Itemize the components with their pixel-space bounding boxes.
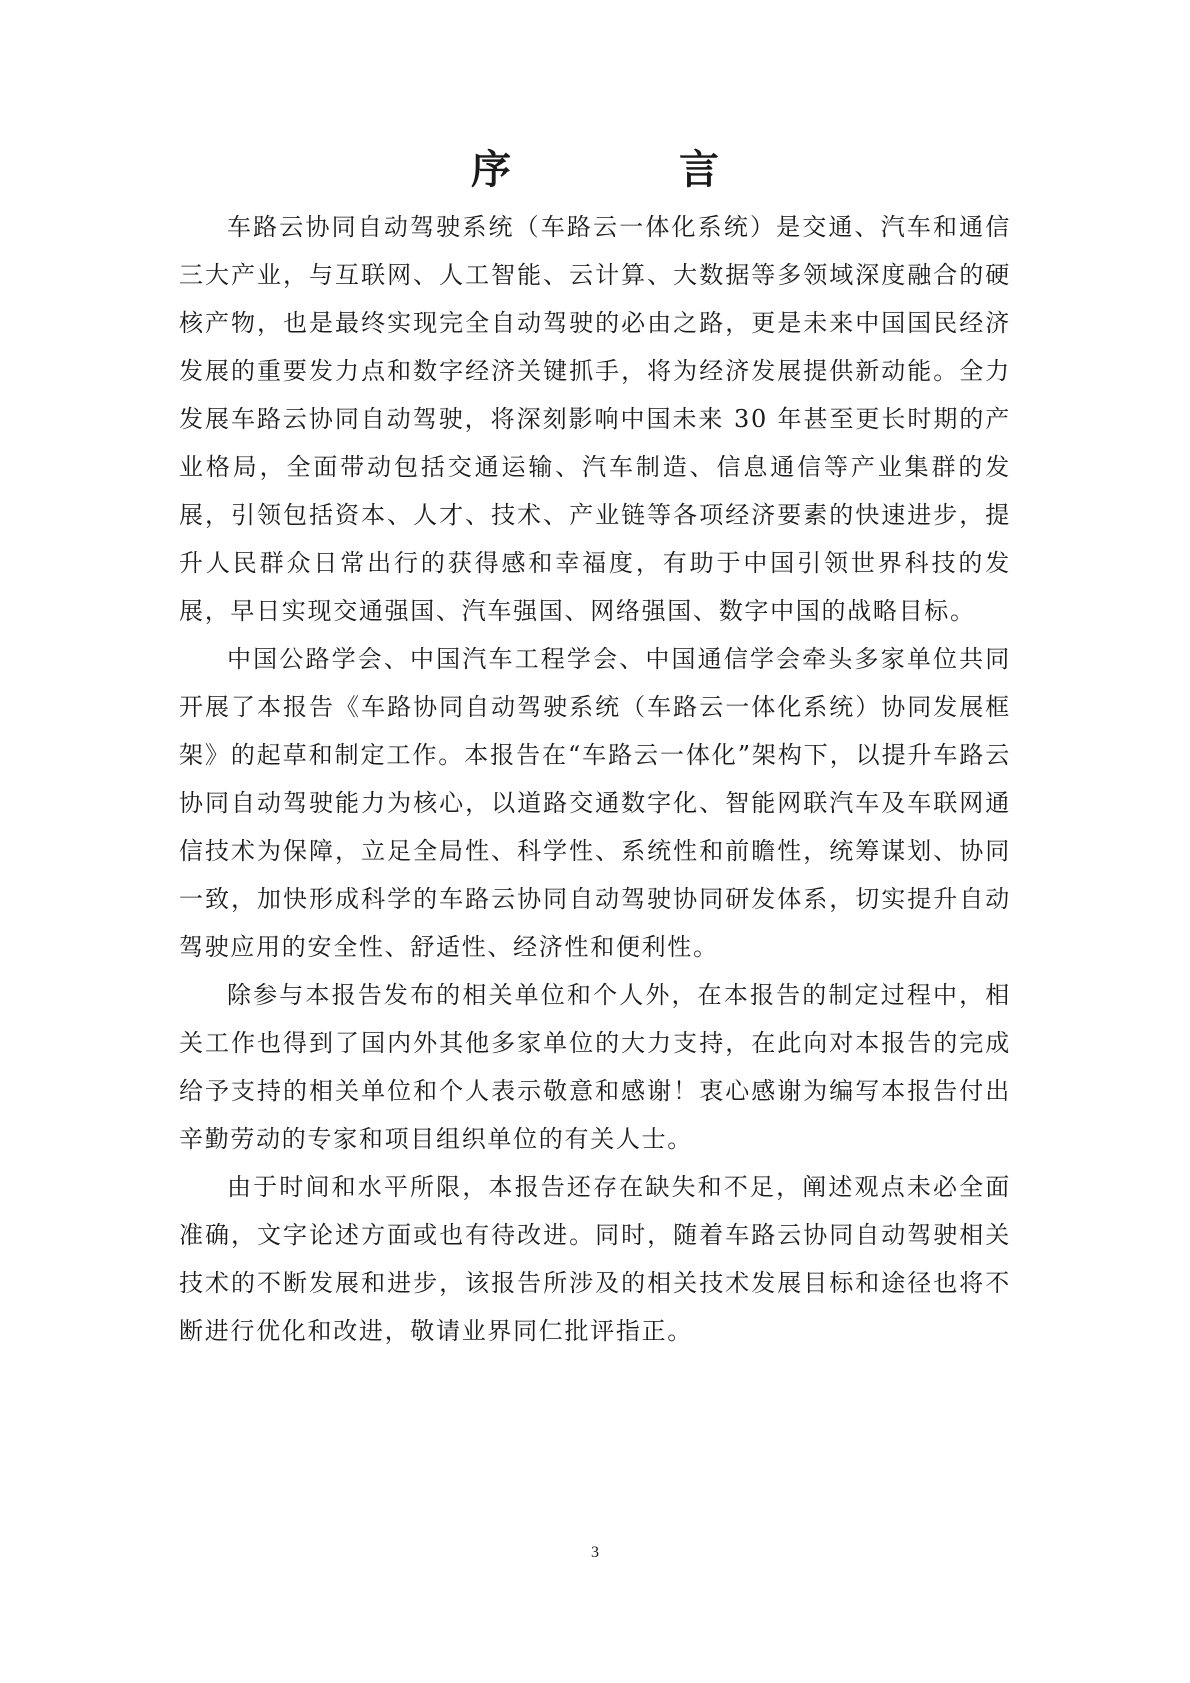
preface-body <box>179 203 1011 1355</box>
paragraph-4: 由于时间和水平所限，本报告还存在缺失和不足，阐述观点未必全面准确，文字论述方面或也有待改进。同时，随着车路云协同自动驾驶相关技术的不断发展和进步，该报告所涉及的相关技术发展目标和途径也将不断进行优化和改进，敬请业界同仁批评指正。 <box>179 1173 1011 1345</box>
page-number: 3 <box>591 1544 599 1561</box>
paragraph-1: 车路云协同自动驾驶系统（车路云一体化系统）是交通、汽车和通信三大产业，与互联网、人工智能、云计算、大数据等多领域深度融合的硬核产物，也是最终实现完全自动驾驶的必由之路，更是未来中国国民经济发展的重要发力点和数字经济关键抓手，将为经济发展提供新动能。全力发展车路云协同自动驾驶，将深刻影响中国未来 30 年甚至更长时期的产业格局，全面带动包括交通运输、汽车制造、信息通信等产业集群的发展，引领包括资本、人才、技术、产业链等各项经济要素的快速进步，提升人民群众日常出行的获得感和幸福度，有助于中国引领世界科技的发展，早日实现交通强国、汽车强国、网络强国、数字中国的战略目标。 <box>179 213 1011 625</box>
paragraph-2: 中国公路学会、中国汽车工程学会、中国通信学会牵头多家单位共同开展了本报告《车路协同自动驾驶系统（车路云一体化系统）协同发展框架》的起草和制定工作。本报告在“车路云一体化”架构下，以提升车路云协同自动驾驶能力为核心，以道路交通数字化、智能网联汽车及车联网通信技术为保障，立足全局性、科学性、系统性和前瞻性，统筹谋划、协同一致，加快形成科学的车路云协同自动驾驶协同研发体系，切实提升自动驾驶应用的安全性、舒适性、经济性和便利性。 <box>179 645 1011 961</box>
page-title: 序 言 <box>471 146 783 193</box>
paragraph-3: 除参与本报告发布的相关单位和个人外，在本报告的制定过程中，相关工作也得到了国内外其他多家单位的大力支持，在此向对本报告的完成给予支持的相关单位和个人表示敬意和感谢！衷心感谢为编写本报告付出辛勤劳动的专家和项目组织单位的有关人士。 <box>179 981 1011 1153</box>
